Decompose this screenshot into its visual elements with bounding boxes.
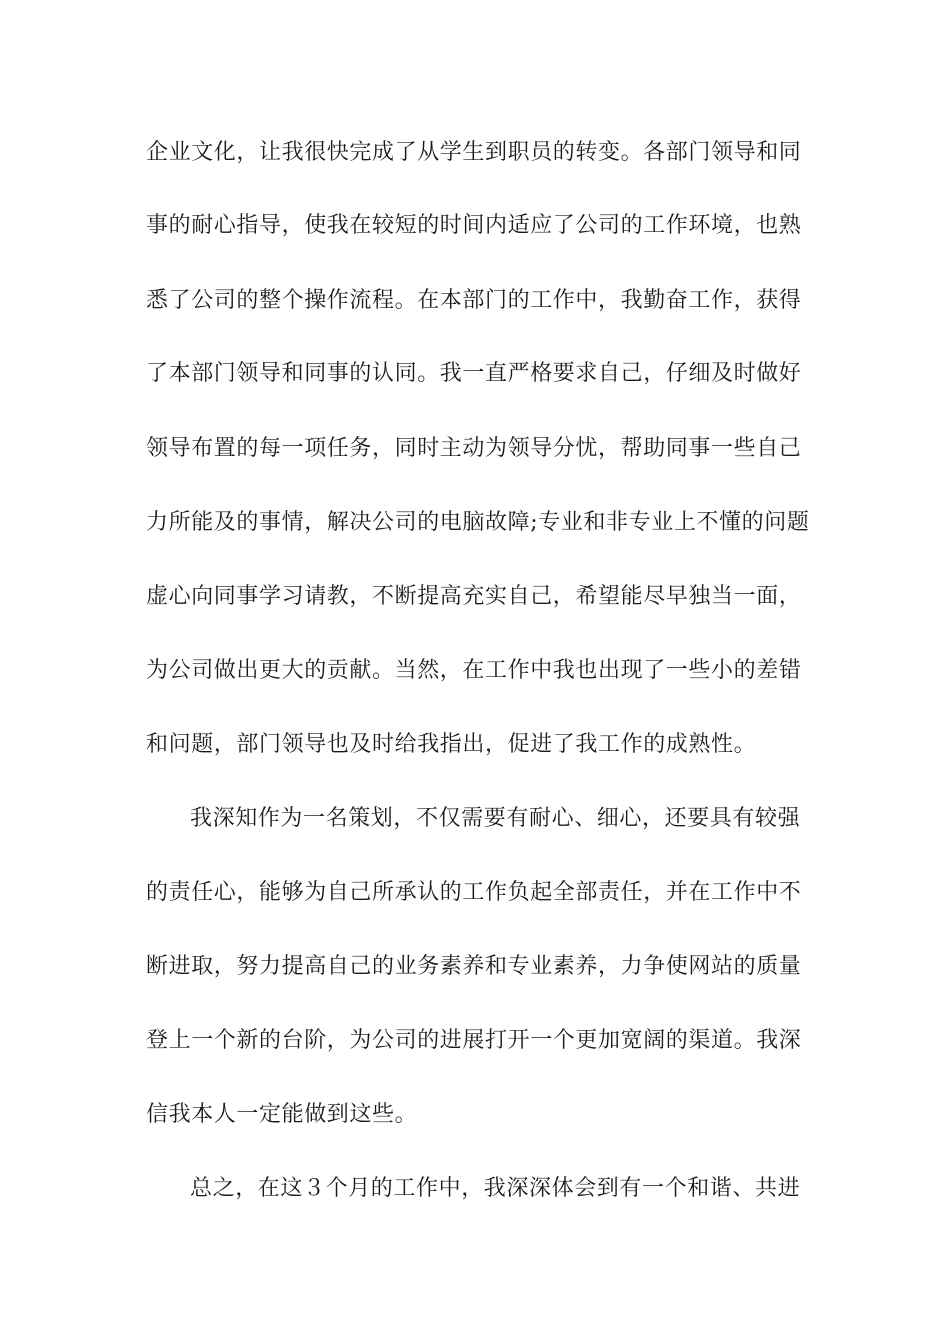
paragraph-line: 的责任心，能够为自己所承认的工作负起全部责任，并在工作中不	[146, 880, 802, 905]
paragraph-line: 和问题，部门领导也及时给我指出，促进了我工作的成熟性。	[146, 732, 757, 757]
paragraph-line: 了本部门领导和同事的认同。我一直严格要求自己，仔细及时做好	[146, 361, 802, 386]
paragraph-line: 信我本人一定能做到这些。	[146, 1102, 418, 1127]
paragraph-line: 力所能及的事情，解决公司的电脑故障;专业和非专业上不懂的问题	[146, 510, 810, 535]
paragraph-line: 登上一个新的台阶，为公司的进展打开一个更加宽阔的渠道。我深	[146, 1028, 802, 1053]
paragraph-line: 断进取，努力提高自己的业务素养和专业素养，力争使网站的质量	[146, 954, 802, 979]
paragraph-line: 领导布置的每一项任务，同时主动为领导分忧，帮助同事一些自己	[146, 436, 802, 461]
paragraph-line: 悉了公司的整个操作流程。在本部门的工作中，我勤奋工作，获得	[146, 288, 802, 313]
paragraph-line: 企业文化，让我很快完成了从学生到职员的转变。各部门领导和同	[146, 140, 802, 165]
paragraph-line: 为公司做出更大的贡献。当然，在工作中我也出现了一些小的差错	[146, 658, 802, 683]
paragraph-line: 我深知作为一名策划，不仅需要有耐心、细心，还要具有较强	[190, 806, 801, 831]
paragraph-line: 事的耐心指导，使我在较短的时间内适应了公司的工作环境，也熟	[146, 213, 802, 238]
paragraph-line: 虚心向同事学习请教，不断提高充实自己，希望能尽早独当一面，	[146, 584, 802, 609]
paragraph-line: 总之，在这３个月的工作中，我深深体会到有一个和谐、共进	[190, 1176, 801, 1201]
